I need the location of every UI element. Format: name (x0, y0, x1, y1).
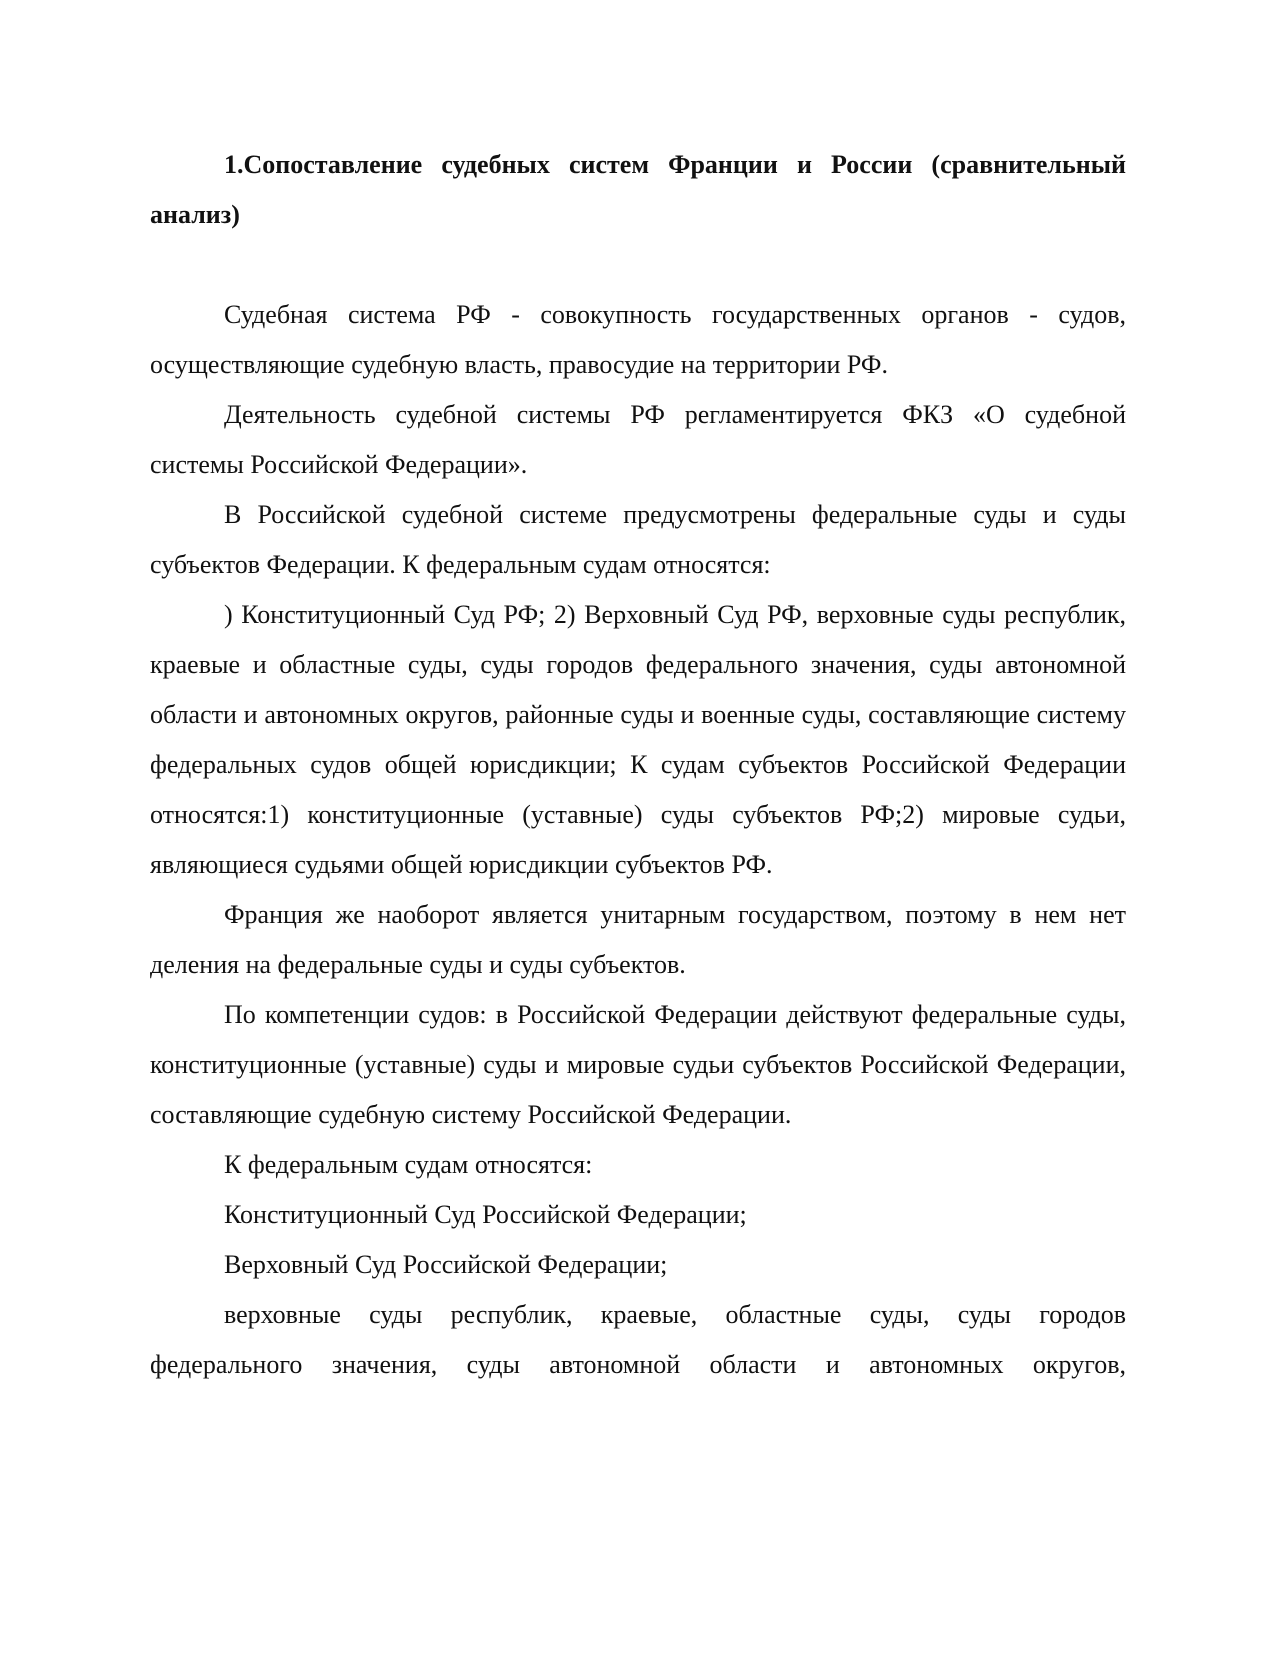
paragraph-constitutional-court: Конституционный Суд Российской Федерации; (224, 1200, 747, 1229)
paragraph-regional-courts: верховные суды республик, краевые, областные суды, суды городов федерального значения, суды автономной области и автономных округов, (150, 1300, 1126, 1379)
paragraph-france-unitary: Франция же наоборот является унитарным государством, поэтому в нем нет деления на федеральные суды и суды субъектов. (150, 900, 1126, 979)
paragraph-federal-and-subject-courts: В Российской судебной системе предусмотрены федеральные суды и суды субъектов Федерации. К федеральным судам относятся: (150, 500, 1126, 579)
paragraph-competence: По компетенции судов: в Российской Федерации действуют федеральные суды, конституционные (уставные) суды и мировые судьи субъектов Российской Федерации, составляющие судебную систему Российской Федерации. (150, 1000, 1126, 1129)
paragraph-federal-courts-intro: К федеральным судам относятся: (224, 1150, 593, 1179)
document-page (150, 140, 1126, 1390)
document-heading: 1.Сопоставление судебных систем Франции и России (сравнительный анализ) (150, 150, 1126, 229)
paragraph-supreme-court: Верховный Суд Российской Федерации; (224, 1250, 668, 1279)
paragraph-court-list: ) Конституционный Суд РФ; 2) Верховный Суд РФ, верховные суды республик, краевые и областные суды, суды городов федерального значения, суды автономной области и автономных округов, районные суды и военные суды, составляющие систему федеральных судов общей юрисдикции; К судам субъектов Российской Федерации относятся:1) конституционные (уставные) суды субъектов РФ;2) мировые судьи, являющиеся судьями общей юрисдикции субъектов РФ. (150, 600, 1126, 879)
paragraph-judicial-system-definition: Судебная система РФ - совокупность государственных органов - судов, осуществляющие судебную власть, правосудие на территории РФ. (150, 300, 1126, 379)
paragraph-fkz-regulation: Деятельность судебной системы РФ регламентируется ФКЗ «О судебной системы Российской Федерации». (150, 400, 1126, 479)
